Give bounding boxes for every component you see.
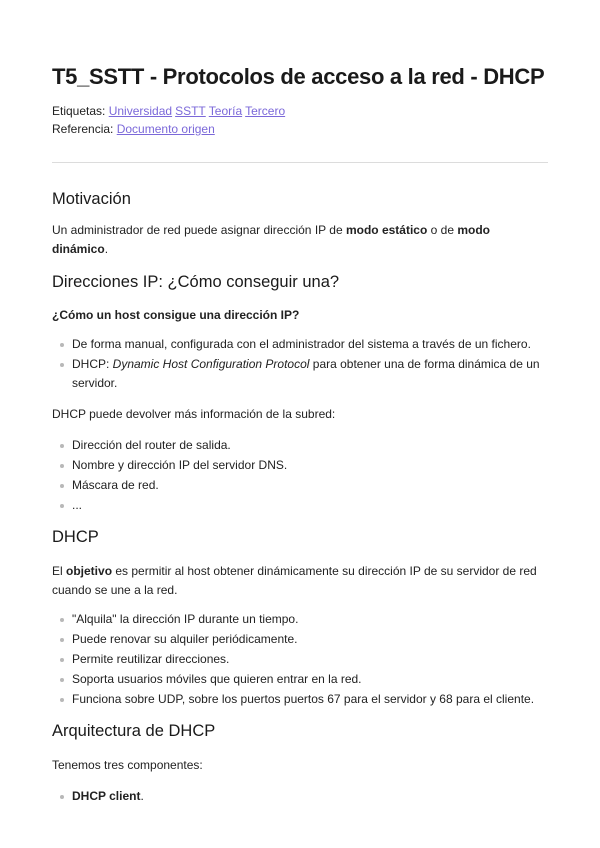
list-item: Nombre y dirección IP del servidor DNS. (52, 456, 548, 475)
list-item: DHCP client. (52, 787, 548, 806)
dhcp-features-list (52, 610, 548, 710)
tags-row (52, 104, 288, 118)
tag-link-universidad[interactable]: Universidad (108, 104, 173, 118)
reference-row (52, 122, 218, 136)
dhcp-paragraph: El objetivo es permitir al host obtener dinámicamente su dirección IP de su servidor de red cuando se une a la red. (52, 564, 537, 597)
subnet-info-list (52, 436, 548, 516)
page-title: T5_SSTT - Protocolos de acceso a la red - DHCP (52, 64, 545, 89)
list-item: Funciona sobre UDP, sobre los puertos puertos 67 para el servidor y 68 para el cliente. (52, 690, 548, 709)
tags-label: Etiquetas: (52, 104, 106, 118)
heading-motivacion: Motivación (52, 190, 131, 208)
list-item: Puede renovar su alquiler periódicamente. (52, 630, 548, 649)
reference-label: Referencia: (52, 122, 114, 136)
motivacion-paragraph: Un administrador de red puede asignar dirección IP de modo estático o de modo dinámico. (52, 223, 491, 256)
tag-link-sstt[interactable]: SSTT (175, 104, 206, 118)
reference-link[interactable]: Documento origen (116, 122, 215, 136)
tag-link-tercero[interactable]: Tercero (245, 104, 286, 118)
list-item: De forma manual, configurada con el administrador del sistema a través de un fichero. (52, 335, 548, 354)
list-item: Permite reutilizar direcciones. (52, 650, 548, 669)
list-item: Soporta usuarios móviles que quieren entrar en la red. (52, 670, 548, 689)
list-item: Dirección del router de salida. (52, 436, 548, 455)
list-item: "Alquila" la dirección IP durante un tiempo. (52, 610, 548, 629)
heading-arquitectura: Arquitectura de DHCP (52, 722, 216, 740)
list-item: Máscara de red. (52, 476, 548, 495)
direcciones-list (52, 335, 548, 394)
arquitectura-list (52, 787, 548, 807)
dhcp-info-intro: DHCP puede devolver más información de la subred: (52, 407, 336, 421)
tag-link-teoria[interactable]: Teoría (208, 104, 243, 118)
list-item: ... (52, 496, 548, 515)
list-item: DHCP: Dynamic Host Configuration Protocol para obtener una de forma dinámica de un servidor. (52, 355, 548, 393)
heading-direcciones-ip: Direcciones IP: ¿Cómo conseguir una? (52, 273, 340, 291)
divider (52, 162, 548, 163)
arquitectura-paragraph: Tenemos tres componentes: (52, 758, 203, 772)
heading-dhcp: DHCP (52, 528, 99, 546)
direcciones-question: ¿Cómo un host consigue una dirección IP? (52, 308, 300, 322)
